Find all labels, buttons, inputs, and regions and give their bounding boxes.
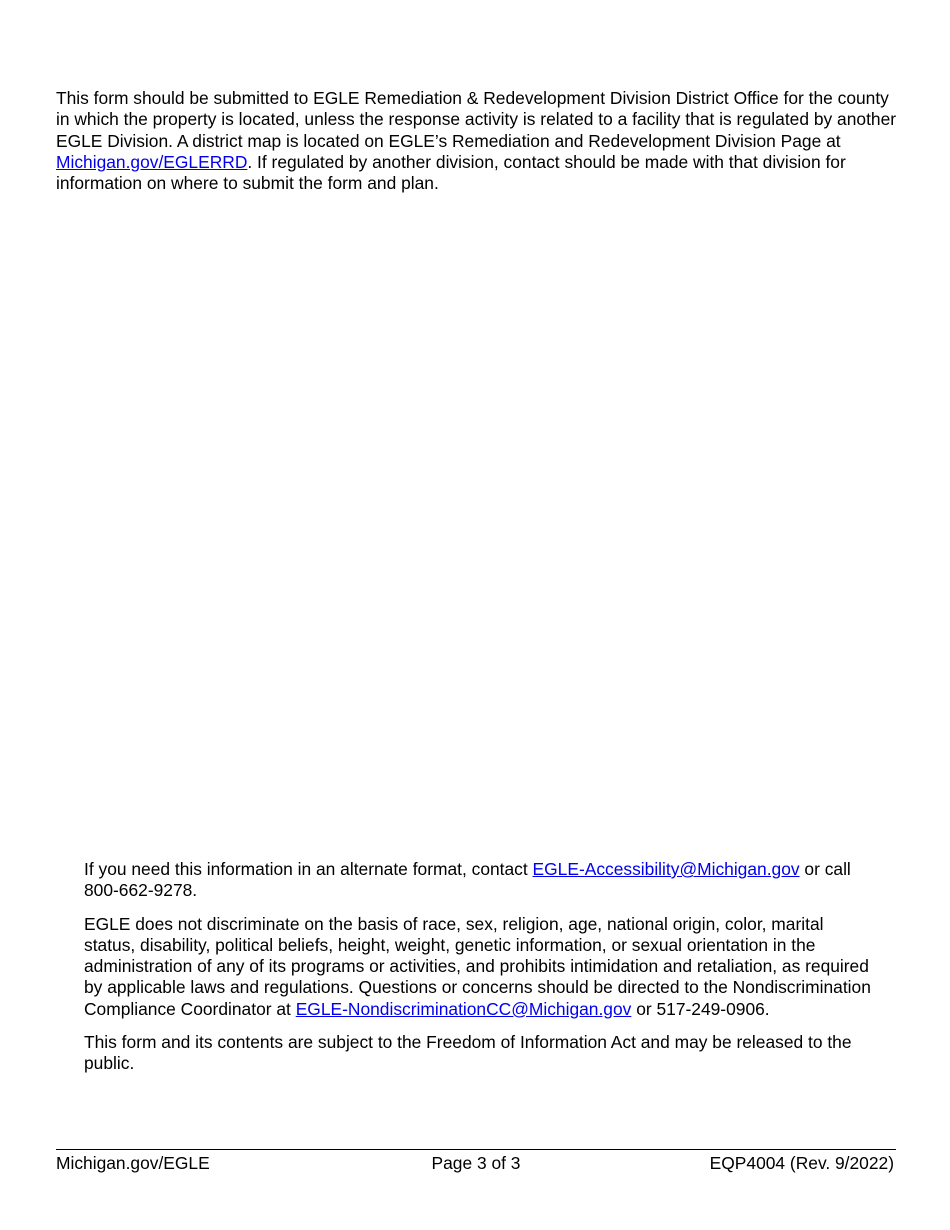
footer-website: Michigan.gov/EGLE xyxy=(56,1153,210,1173)
foia-notice: This form and its contents are subject to the Freedom of Information Act and may be released to the public. xyxy=(84,1032,852,1074)
nondiscrimination-text-before: EGLE does not discriminate on the basis of race, sex, religion, age, national origin, color, marital status, disability, political beliefs, height, weight, genetic information, or sexual orientation in the administration of any of its programs or activities, and prohibits intimidation and retaliation, as required by applicable laws and regulations. Questions or concerns should be directed to the Nondiscrimination Compliance Coordinator at xyxy=(84,913,871,1019)
page-footer xyxy=(56,1152,896,1174)
accessibility-notice xyxy=(84,859,874,902)
intro-text-after: . If regulated by another division, contact should be made with that division for information on where to submit the form and plan. xyxy=(56,151,846,194)
footer-divider xyxy=(56,1149,896,1150)
eglerrd-link[interactable]: Michigan.gov/EGLERRD xyxy=(56,151,248,172)
footer-page-number: Page 3 of 3 xyxy=(431,1153,521,1173)
accessibility-email-link[interactable]: EGLE-Accessibility@Michigan.gov xyxy=(532,859,800,879)
submission-instructions xyxy=(56,88,906,194)
accessibility-text-after: or call 800-662-9278. xyxy=(84,859,851,901)
notice-section xyxy=(84,859,874,1087)
intro-text-before: This form should be submitted to EGLE Remediation & Redevelopment Division District Office for the county in which the property is located, unless the response activity is related to a facility that is regulated by another EGLE Division. A district map is located on EGLE’s Remediation and Redevelopment Division Page at xyxy=(56,88,897,151)
footer-form-number: EQP4004 (Rev. 9/2022) xyxy=(709,1153,894,1173)
nondiscrimination-notice xyxy=(84,914,874,1020)
nondiscrimination-email-link[interactable]: EGLE-NondiscriminationCC@Michigan.gov xyxy=(295,998,632,1019)
nondiscrimination-text-after: or 517-249-0906. xyxy=(631,998,770,1019)
accessibility-text-before: If you need this information in an alternate format, contact xyxy=(84,859,533,879)
